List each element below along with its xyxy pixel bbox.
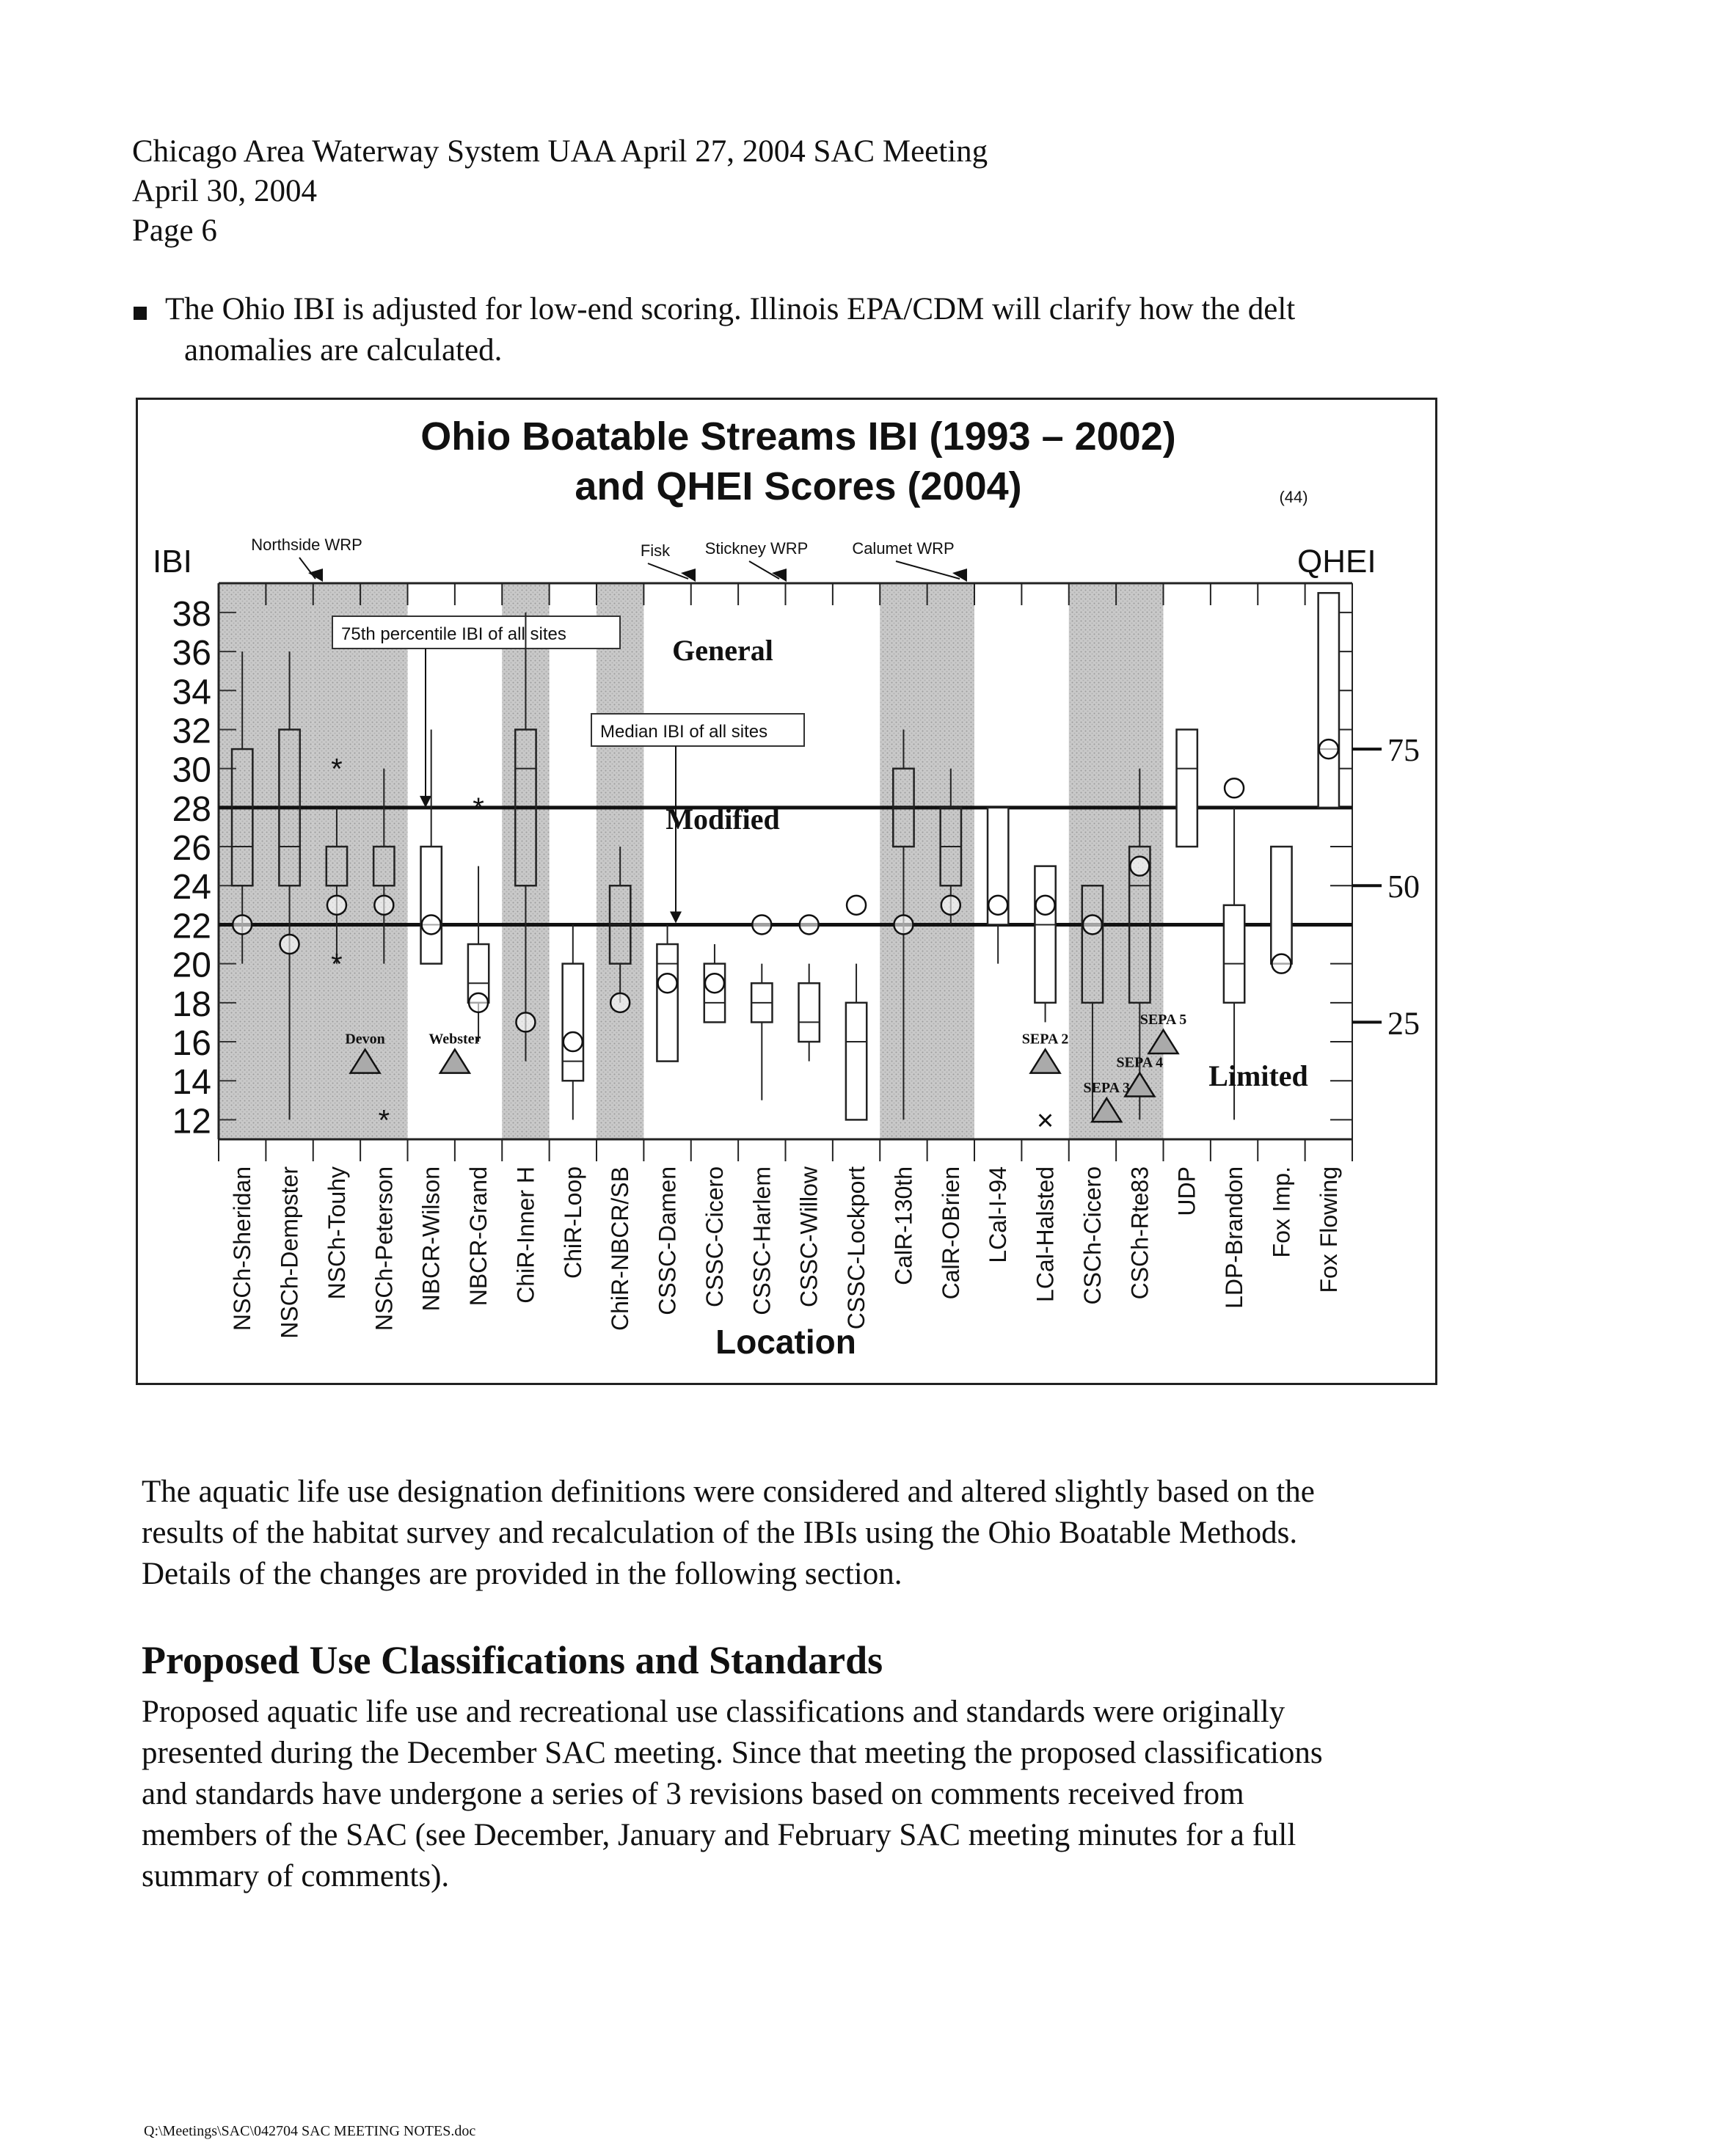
paragraph-line: members of the SAC (see December, January and February SAC meeting minutes for a full [142,1818,1296,1852]
bullet-text [165,289,1486,371]
x-tick-label: CSSC-Cicero [701,1166,728,1308]
site-triangle-marker [440,1050,470,1073]
mean-marker [374,896,393,915]
mean-marker [469,993,488,1012]
y-tick-label: 22 [172,907,211,946]
x-tick-label: LCal-I-94 [985,1166,1012,1263]
bullet-line-2: anomalies are calculated. [184,333,503,368]
x-tick-label: NBCR-Wilson [417,1166,445,1312]
outlier-marker: * [473,792,484,825]
x-tick-label: CalR-OBrien [937,1166,964,1300]
y-tick-label: 20 [172,946,211,985]
x-tick-label: ChiR-NBCR/SB [607,1166,634,1331]
qhei-tick-label: 25 [1387,1005,1420,1042]
site-marker-label: SEPA 4 [1116,1054,1164,1071]
y-tick-label: 34 [172,673,211,712]
box [1035,866,1055,1003]
mean-marker [800,915,819,934]
y-tick-label: 18 [172,984,211,1024]
x-tick-label: CSSC-Damen [654,1166,681,1315]
site-marker-label: SEPA 2 [1021,1031,1069,1048]
box [563,964,583,1081]
shaded-band [313,583,360,1139]
paragraph-line: The aquatic life use designation definitions were considered and altered slightly based on the [142,1475,1315,1509]
mean-marker [1130,857,1149,876]
outlier-marker: * [331,753,343,786]
mean-marker [516,1012,535,1031]
x-tick-label: Fox Imp. [1268,1166,1295,1258]
mean-marker [847,896,866,915]
mean-marker [894,915,913,934]
doc-header-date: April 30, 2004 [132,174,318,208]
doc-header-page: Page 6 [132,213,217,248]
x-axis-label: Location [715,1323,856,1361]
mean-marker [1272,954,1291,973]
mean-marker [941,896,960,915]
box [1319,593,1339,808]
x-tick-label: CSSC-Harlem [748,1166,776,1315]
x-tick-label: NSCh-Dempster [276,1166,303,1339]
paragraph-line: summary of comments). [142,1859,450,1893]
x-tick-label: NBCR-Grand [465,1166,492,1307]
y-tick-label: 38 [172,594,211,634]
zone-label: Modified [665,803,780,836]
section-heading: Proposed Use Classifications and Standards [142,1638,883,1682]
mean-marker [658,973,677,993]
y-tick-label: 14 [172,1063,211,1103]
box [1224,905,1244,1003]
qhei-tick-label: 50 [1387,869,1420,905]
callout-75th-text: 75th percentile IBI of all sites [341,624,566,644]
x-tick-label: UDP [1173,1166,1200,1216]
mean-marker [610,993,630,1012]
mean-marker [1036,896,1055,915]
outlier-marker: × [1036,1104,1054,1137]
x-tick-label: NSCh-Peterson [371,1166,398,1331]
mean-marker [705,973,724,993]
site-pointer-arrow [749,561,779,579]
paragraph-designation [142,1472,1455,1595]
x-tick-label: ChiR-Loop [559,1166,586,1279]
shaded-band [927,583,974,1139]
y-tick-label: 32 [172,712,211,751]
site-triangle-marker [1031,1050,1060,1073]
x-tick-label: Fox Flowing [1315,1166,1342,1293]
mean-marker [1225,778,1244,797]
chart-subtitle: and QHEI Scores (2004) [575,464,1022,508]
box [799,983,820,1042]
y-tick-label: 30 [172,750,211,790]
qhei-tick-label: 75 [1387,732,1420,769]
y-tick-label: 12 [172,1102,211,1141]
mean-marker [752,915,771,934]
x-tick-label: CalR-130th [890,1166,917,1285]
mean-marker [422,915,441,934]
paragraph-line: Proposed aquatic life use and recreational use classifications and standards were originally [142,1695,1285,1729]
top-annotation: Calumet WRP [852,539,955,558]
x-tick-label: LDP-Brandon [1221,1166,1248,1309]
paragraph-line: and standards have undergone a series of 3 revisions based on comments received from [142,1777,1244,1811]
box [1271,847,1291,964]
zone-label: Limited [1208,1059,1308,1092]
paragraph-line: Details of the changes are provided in the following section. [142,1557,902,1591]
x-tick-label: ChiR-Inner H [512,1166,539,1304]
box [1177,729,1197,847]
figure-frame [136,398,1437,1385]
top-annotation: Northside WRP [251,536,362,554]
y-tick-label: 36 [172,634,211,673]
callout-median-arrowhead [670,911,682,923]
box [846,1003,867,1120]
bullet-line-1: The Ohio IBI is adjusted for low-end scoring. Illinois EPA/CDM will clarify how the delt [165,292,1296,326]
mean-marker [1319,739,1338,759]
site-pointer-arrow [896,561,960,579]
mean-marker [280,935,299,954]
zone-label: General [672,634,773,667]
mean-marker [564,1032,583,1051]
y-tick-label: 26 [172,829,211,869]
chart-title: Ohio Boatable Streams IBI (1993 – 2002) [420,414,1176,459]
doc-header-line1: Chicago Area Waterway System UAA April 27, 2004 SAC Meeting [132,134,988,169]
outlier-marker: * [378,1104,390,1137]
box [421,847,442,964]
paragraph-line: presented during the December SAC meeting. Since that meeting the proposed classifications [142,1736,1323,1770]
y-tick-label: 28 [172,789,211,829]
y-tick-label: 16 [172,1024,211,1064]
callout-median-text: Median IBI of all sites [600,722,768,742]
top-annotation: Stickney WRP [704,539,809,558]
top-annotation: (44) [1279,488,1308,506]
site-marker-label: SEPA 3 [1083,1080,1131,1097]
mean-marker [1083,915,1102,934]
y-axis-label-qhei: QHEI [1297,544,1376,580]
site-pointer-arrowhead [952,569,967,582]
x-tick-label: CSCh-Cicero [1079,1166,1106,1305]
mean-marker [233,915,252,934]
site-pointer-arrowhead [308,569,323,582]
x-tick-label: NSCh-Touhy [323,1166,350,1300]
site-marker-label: SEPA 5 [1139,1012,1187,1029]
y-tick-label: 24 [172,868,211,907]
y-axis-label-ibi: IBI [153,544,192,580]
x-tick-label: LCal-Halsted [1032,1166,1059,1302]
x-tick-label: CSCh-Rte83 [1126,1166,1153,1300]
x-tick-label: NSCh-Sheridan [229,1166,256,1331]
site-marker-label: Webster [428,1031,481,1048]
site-marker-label: Devon [345,1031,385,1048]
paragraph-line: results of the habitat survey and recalculation of the IBIs using the Ohio Boatable Methods. [142,1516,1298,1550]
mean-marker [327,896,346,915]
x-tick-label: CSSC-Lockport [843,1166,870,1330]
site-pointer-arrowhead [681,569,696,582]
paragraph-proposed-use [142,1692,1455,1897]
mean-marker [988,896,1007,915]
footer-file-path: Q:\Meetings\SAC\042704 SAC MEETING NOTES.doc [144,2123,476,2139]
bullet-square-icon [134,307,147,320]
box [657,944,677,1062]
outlier-marker: * [331,948,343,981]
ibi-qhei-chart [138,400,1435,1383]
x-tick-label: CSSC-Willow [795,1166,823,1307]
site-pointer-arrow [648,563,688,579]
top-annotation: Fisk [640,541,671,560]
